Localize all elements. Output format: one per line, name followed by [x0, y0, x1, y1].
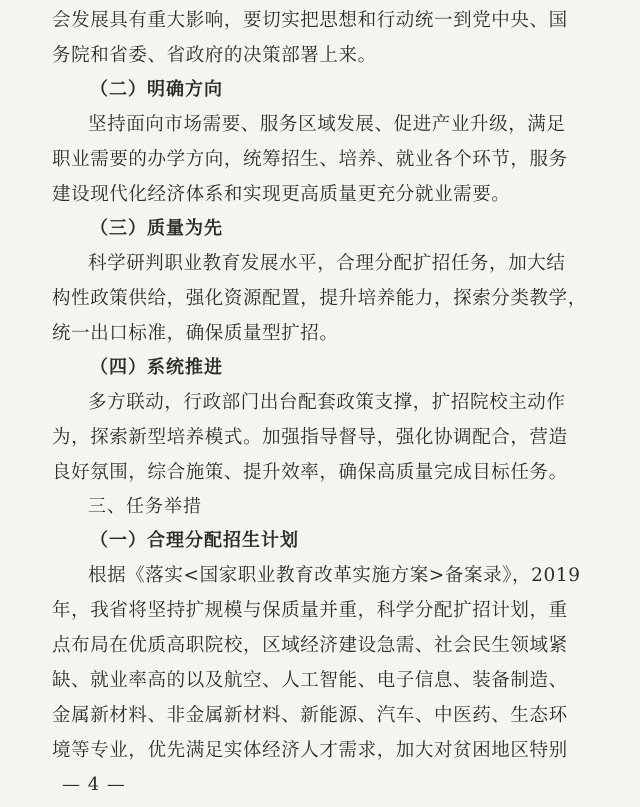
section-heading: （三）质量为先: [90, 218, 223, 239]
body-text-line: 年，我省将坚持扩规模与保质量并重，科学分配扩招计划，重: [52, 600, 568, 621]
body-text-line: 为，探索新型培养模式。加强指导督导，强化协调配合，营造: [52, 427, 568, 448]
body-text-line: 科学研判职业教育发展水平，合理分配扩招任务，加大结: [88, 253, 566, 274]
body-text-line: 会发展具有重大影响，要切实把思想和行动统一到党中央、国: [52, 10, 568, 31]
section-heading: （四）系统推进: [90, 357, 223, 378]
body-text-line: 缺、就业率高的以及航空、人工智能、电子信息、装备制造、: [52, 670, 568, 691]
body-text-line: 金属新材料、非金属新材料、新能源、汽车、中医药、生态环: [52, 705, 568, 726]
body-text-line: 良好氛围，综合施策、提升效率，确保高质量完成目标任务。: [52, 462, 568, 483]
chapter-heading: 三、任务举措: [88, 496, 202, 517]
body-text-line: 统一出口标准，确保质量型扩招。: [52, 323, 339, 344]
section-heading: （一）合理分配招生计划: [90, 530, 299, 551]
body-text-line: 多方联动，行政部门出台配套政策支撑，扩招院校主动作: [88, 392, 566, 413]
body-text-line: 点布局在优质高职院校，区域经济建设急需、社会民生领域紧: [52, 635, 568, 656]
body-text-line: 务院和省委、省政府的决策部署上来。: [52, 45, 377, 66]
section-heading: （二）明确方向: [90, 79, 223, 100]
body-text-line: 根据《落实<国家职业教育改革实施方案>备案录》，2019: [88, 565, 581, 586]
body-text-line: 职业需要的办学方向，统筹招生、培养、就业各个环节，服务: [52, 149, 568, 170]
body-text-line: 境等专业，优先满足实体经济人才需求，加大对贫困地区特别: [52, 740, 568, 761]
page-number: — 4 —: [62, 774, 126, 795]
body-text-line: 建设现代化经济体系和实现更高质量更充分就业需要。: [52, 184, 511, 205]
body-text-line: 构性政策供给，强化资源配置，提升培养能力，探索分类教学，: [52, 288, 587, 309]
body-text-line: 坚持面向市场需要、服务区域发展、促进产业升级，满足: [88, 114, 566, 135]
